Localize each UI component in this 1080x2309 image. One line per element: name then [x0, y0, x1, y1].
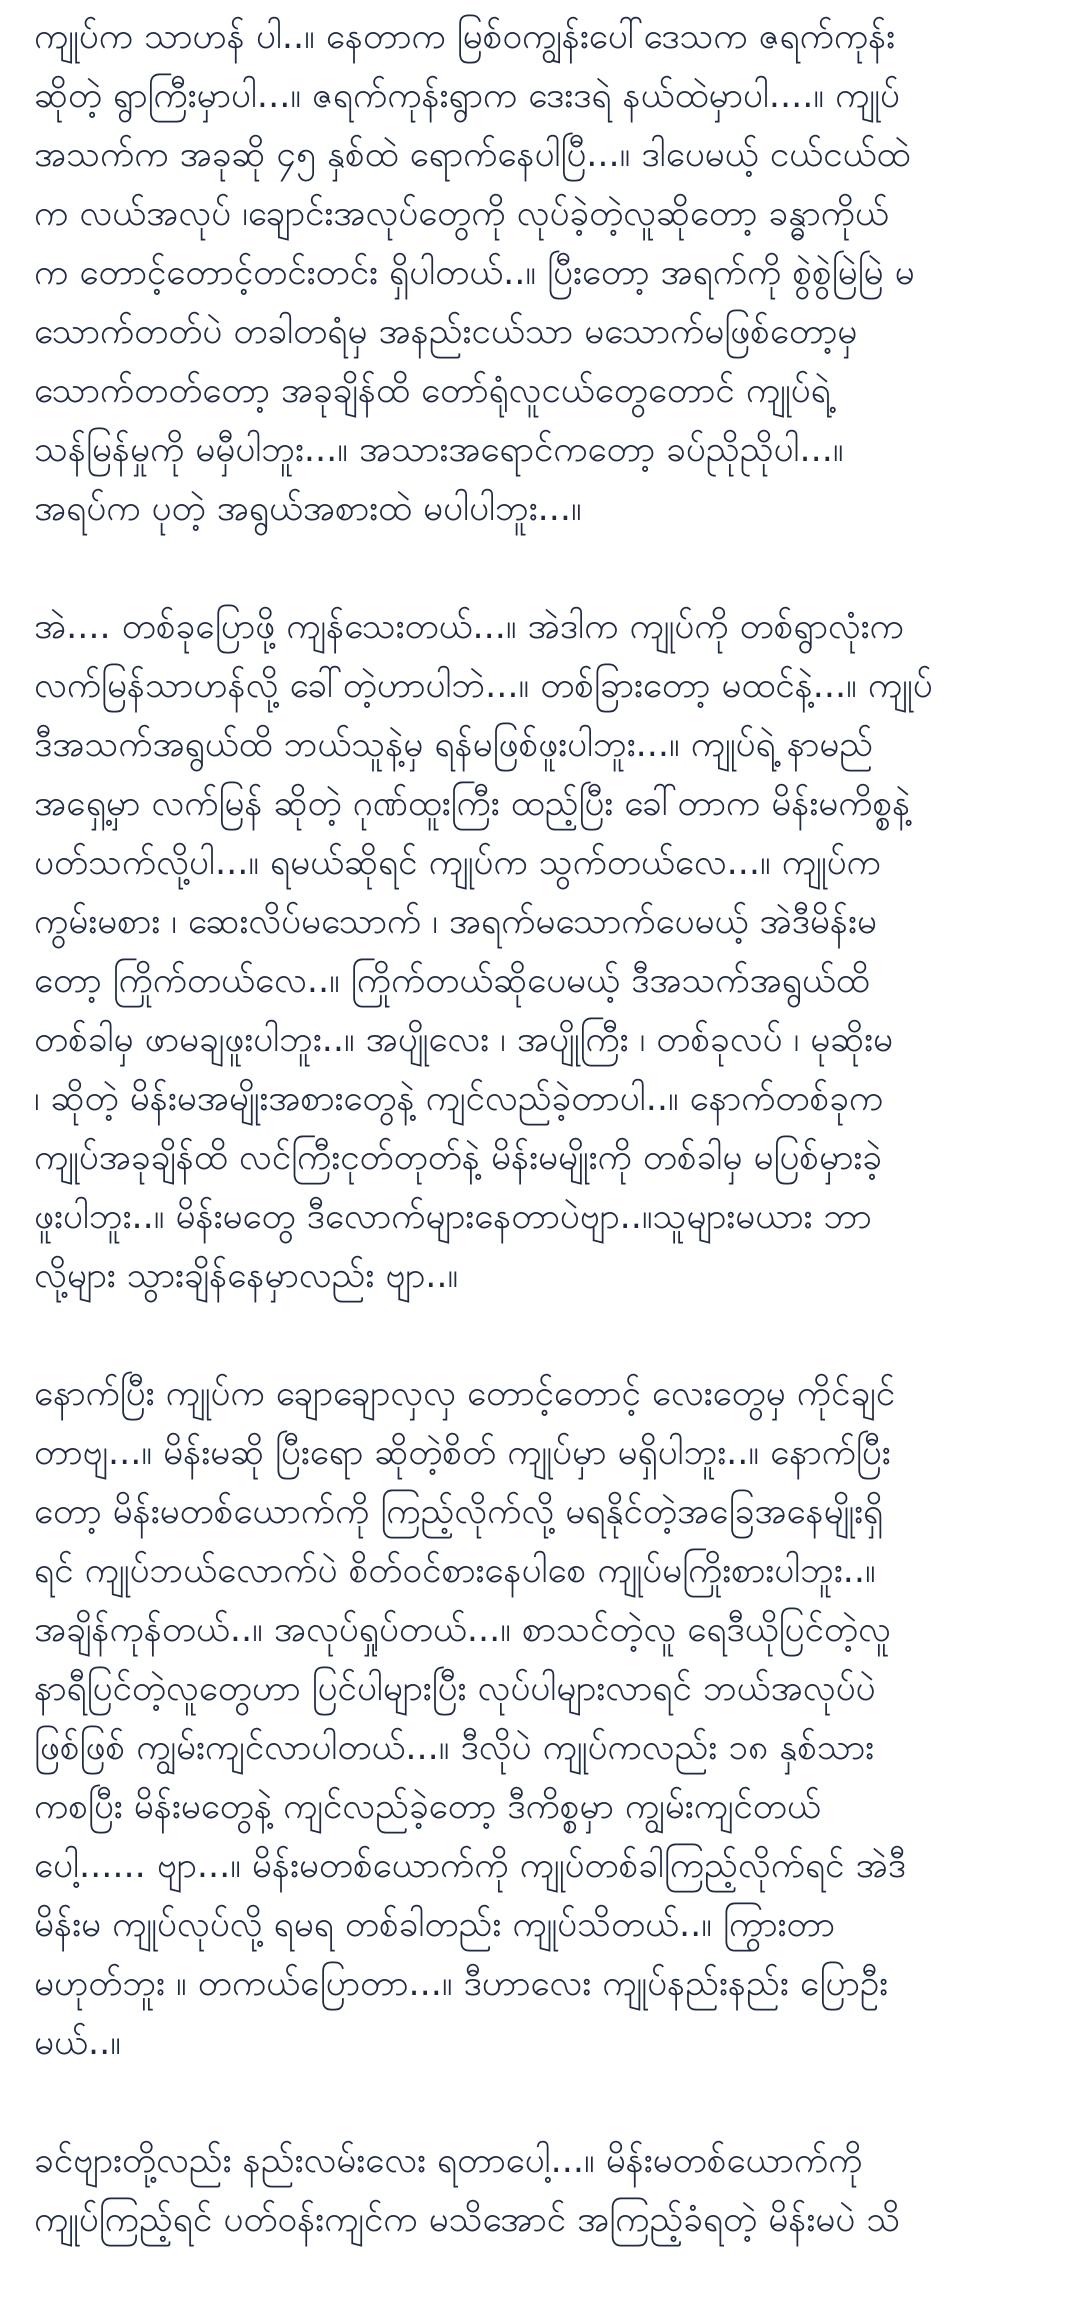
- text-line: တစ်ခါမှ ဖာမချဖူးပါဘူး..။ အပျိုလေး ၊ အပျိုကြီး ၊ တစ်ခုလပ် ၊ မုဆိုးမ: [34, 1020, 894, 1060]
- text-line: နာရီပြင်တဲ့လူတွေဟာ ပြင်ပါများပြီး လုပ်ပါများလာရင် ဘယ်အလုပ်ပဲ: [34, 1669, 876, 1709]
- text-line: တာဗျ...။ မိန်းမဆို ပြီးရော ဆိုတဲ့စိတ် ကျုပ်မှာ မရှိပါဘူး..။ နောက်ပြီး: [34, 1433, 891, 1473]
- text-line: ရင် ကျုပ်ဘယ်လောက်ပဲ စိတ်ဝင်စားနေပါစေ ကျုပ်မကြိုးစားပါဘူး..။: [34, 1551, 876, 1591]
- text-line: က လယ်အလုပ် ၊ချောင်းအလုပ်တွေကို လုပ်ခဲ့တဲ့လူဆိုတော့ ခန္ဓာကိုယ်: [34, 194, 889, 234]
- article-body: [34, 8, 1054, 2309]
- text-line: ပတ်သက်လို့ပါ...။ ရမယ်ဆိုရင် ကျုပ်က သွက်တယ်လေ...။ ကျုပ်က: [34, 843, 881, 883]
- text-line: ခင်ဗျားတို့လည်း နည်းလမ်းလေး ရတာပေါ့...။ မိန်းမတစ်ယောက်ကို: [34, 2141, 863, 2181]
- paragraph-2: [34, 598, 1054, 1306]
- text-line: အသက်က အခုဆို ၄၅ နှစ်ထဲ ရောက်နေပါပြီ...။ ဒါပေမယ့် ငယ်ငယ်ထဲ: [34, 135, 911, 175]
- text-line: လို့များ သွားချိန်နေမှာလည်း ဗျာ..။: [34, 1256, 459, 1296]
- text-line: မယ်..။: [34, 2023, 121, 2063]
- text-line: ကစပြီး မိန်းမတွေနဲ့ ကျင်လည်ခဲ့တော့ ဒီကိစ္စမှာ ကျွမ်းကျင်တယ်: [34, 1787, 821, 1827]
- text-line: ၊ ဆိုတဲ့ မိန်းမအမျိုးအစားတွေနဲ့ ကျင်လည်ခဲ့တာပါ..။ နောက်တစ်ခုက: [34, 1079, 884, 1119]
- paragraph-1: [34, 8, 1054, 539]
- text-line: သန်မြန်မှုကို မမှီပါဘူး...။ အသားအရောင်ကတော့ ခပ်ညိုညိုပါ...။: [34, 430, 844, 470]
- text-line: တော့ ကြိုက်တယ်လေ..။ ကြိုက်တယ်ဆိုပေမယ့် ဒီအသက်အရွယ်ထိ: [34, 961, 870, 1001]
- text-line: ဖူးပါဘူး..။ မိန်းမတွေ ဒီလောက်များနေတာပဲဗျာ..။သူများမယား ဘာ: [34, 1197, 872, 1237]
- text-line: ကျုပ်ကြည့်ရင် ပတ်ဝန်းကျင်က မသိအောင် အကြည့်ခံရတဲ့ မိန်းမပဲ သိ: [34, 2200, 901, 2240]
- text-line: အရပ်က ပုတဲ့ အရွယ်အစားထဲ မပါပါဘူး...။: [34, 489, 582, 529]
- text-line: အရှေ့မှာ လက်မြန် ဆိုတဲ့ ဂုဏ်ထူးကြီး ထည့်ပြီး ခေါ်တာက မိန်းမကိစ္စနဲ့: [34, 784, 911, 824]
- text-line: အဲ.... တစ်ခုပြောဖို့ ကျန်သေးတယ်...။ အဲဒါက ကျုပ်ကို တစ်ရွာလုံးက: [34, 607, 904, 647]
- text-line: မိန်းမ ကျုပ်လုပ်လို့ ရမရ တစ်ခါတည်း ကျုပ်သိတယ်..။ ကြွားတာ: [34, 1905, 835, 1945]
- paragraph-4: [34, 2132, 1054, 2250]
- text-line: ကျုပ်အခုချိန်ထိ လင်ကြီးငုတ်တုတ်နဲ့ မိန်းမမျိုးကို တစ်ခါမှ မပြစ်မှားခဲ့: [34, 1138, 882, 1178]
- text-line: ဖြစ်ဖြစ် ကျွမ်းကျင်လာပါတယ်...။ ဒီလိုပဲ ကျုပ်ကလည်း ၁၈ နှစ်သား: [34, 1728, 874, 1768]
- text-line: သောက်တတ်ပဲ တခါတရံမှ အနည်းငယ်သာ မသောက်မဖြစ်တော့မှ: [34, 312, 858, 352]
- text-line: မဟုတ်ဘူး ။ တကယ်ပြောတာ...။ ဒီဟာလေး ကျုပ်နည်းနည်း ပြောဦး: [34, 1964, 889, 2004]
- text-line: ပေါ့...... ဗျာ...။ မိန်းမတစ်ယောက်ကို ကျုပ်တစ်ခါကြည့်လိုက်ရင် အဲဒီ: [34, 1846, 906, 1886]
- text-line: နောက်ပြီး ကျုပ်က ချောချောလှလှ တောင့်တောင့် လေးတွေမှ ကိုင်ချင်: [34, 1374, 896, 1414]
- text-line: တော့ မိန်းမတစ်ယောက်ကို ကြည့်လိုက်လို့ မရနိုင်တဲ့အခြေအနေမျိုးရှိ: [34, 1492, 884, 1532]
- text-line: ကွမ်းမစား ၊ ဆေးလိပ်မသောက် ၊ အရက်မသောက်ပေမယ့် အဲဒီမိန်းမ: [34, 902, 877, 942]
- text-line: ကျုပ်က သာဟန် ပါ..။ နေတာက မြစ်ဝကျွန်းပေါ်ဒေသက ဇရက်ကုန်း: [34, 17, 896, 57]
- text-line: ဆိုတဲ့ ရွာကြီးမှာပါ...။ ဇရက်ကုန်းရွာက ဒေးဒရဲ နယ်ထဲမှာပါ....။ ကျုပ်: [34, 76, 900, 116]
- text-line: အချိန်ကုန်တယ်..။ အလုပ်ရှုပ်တယ်...။ စာသင်တဲ့လူ ရေဒီယိုပြင်တဲ့လူ: [34, 1610, 891, 1650]
- text-line: လက်မြန်သာဟန်လို့ ခေါ်တဲ့ဟာပါဘဲ...။ တစ်ခြားတော့ မထင်နဲ့...။ ကျုပ်: [34, 666, 933, 706]
- text-line: ဒီအသက်အရွယ်ထိ ဘယ်သူနဲ့မှ ရန်မဖြစ်ဖူးပါဘူး...။ ကျုပ်ရဲ့ နာမည်: [34, 725, 874, 765]
- paragraph-3: [34, 1365, 1054, 2073]
- text-line: သောက်တတ်တော့ အခုချိန်ထိ တော်ရုံလူငယ်တွေတောင် ကျုပ်ရဲ့: [34, 371, 831, 411]
- text-line: က တောင့်တောင့်တင်းတင်း ရှိပါတယ်..။ ပြီးတော့ အရက်ကို စွဲစွဲမြဲမြဲ မ: [34, 253, 915, 293]
